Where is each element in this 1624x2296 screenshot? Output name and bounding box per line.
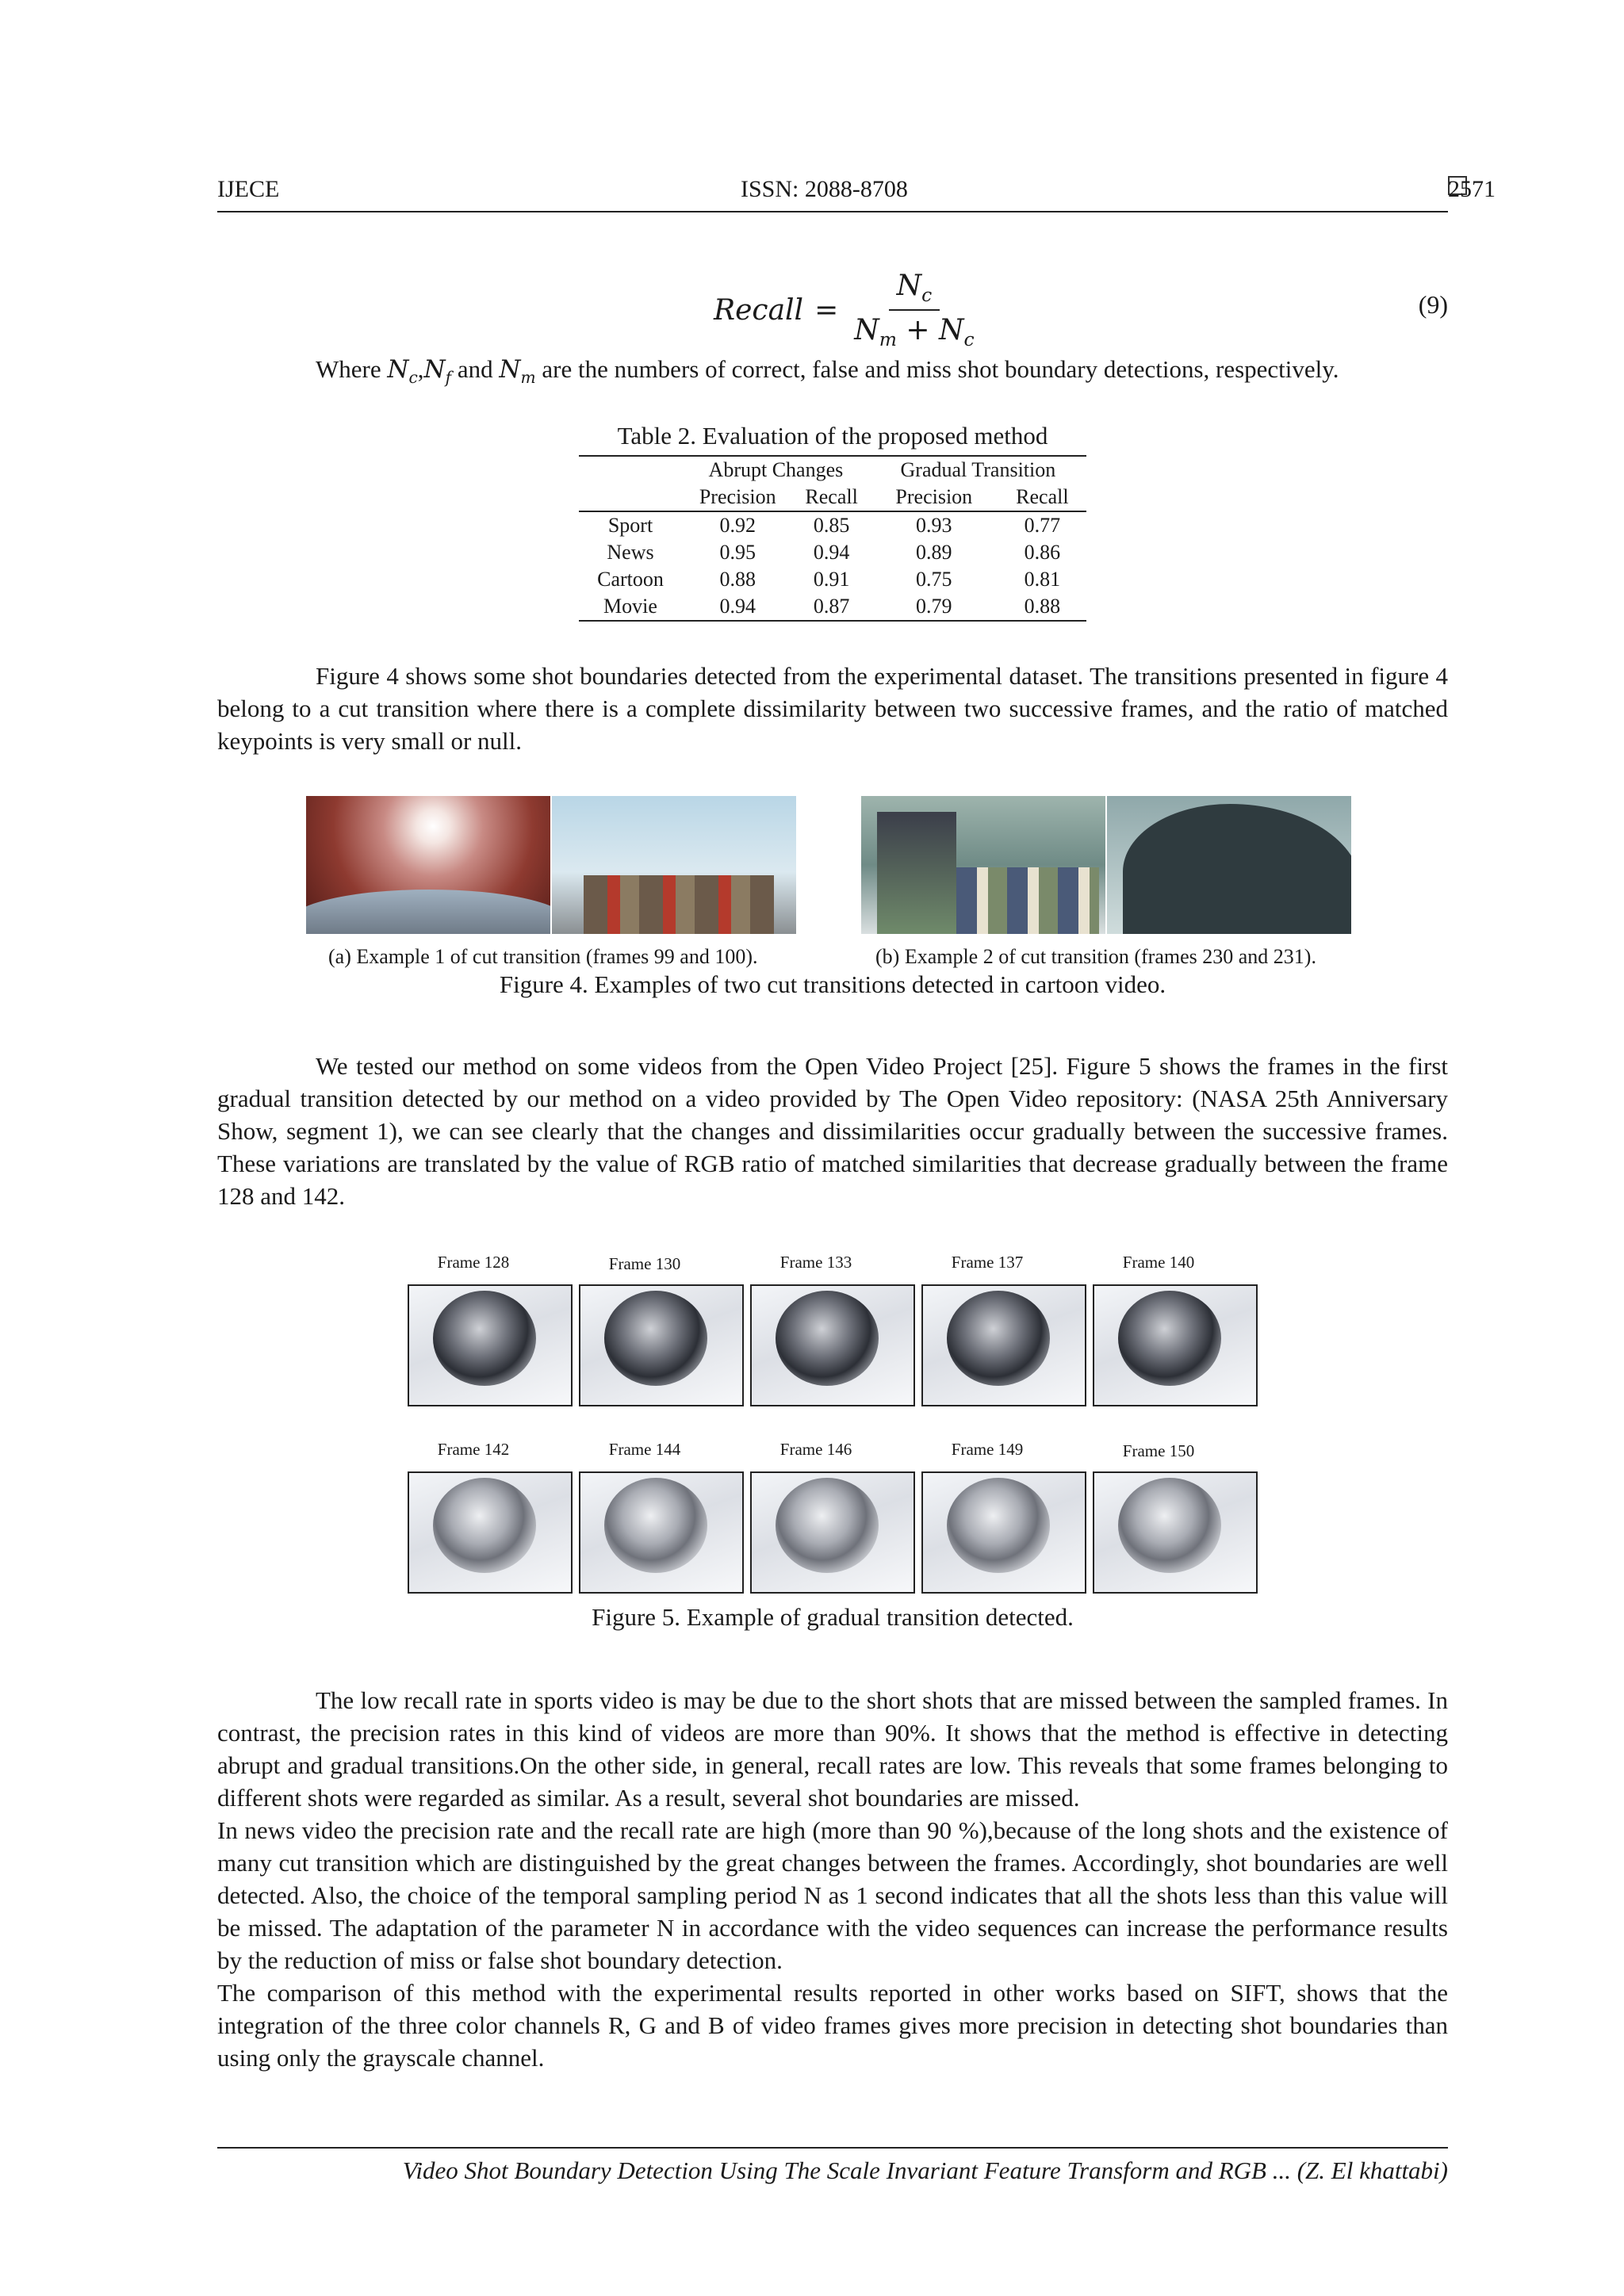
frame-label: Frame 128 <box>437 1253 510 1272</box>
figure4-caption: Figure 4. Examples of two cut transitions detected in cartoon video. <box>499 970 1166 998</box>
frame-230-image <box>861 796 1105 934</box>
frame-130-image <box>579 1284 744 1406</box>
frame-label: Frame 149 <box>951 1440 1024 1459</box>
paragraph-figure5-intro: We tested our method on some videos from the Open Video Project [25]. Figure 5 shows the frames in the first gradual transition detected by our method on a video provided by The Open Video repository: (NASA 25th Anniversary Show, segment 1), we can see clearly that the changes and dissimilarities occur gradually between the successive frames. These variations are translated by the value of RGB ratio of matched similarities that decrease gradually between the frame 128 and 142. <box>217 1052 1448 1210</box>
column-header: Precision <box>699 485 776 508</box>
frame-231-image <box>1107 796 1351 934</box>
frame-128-image <box>408 1284 573 1406</box>
frame-140-image <box>1093 1284 1258 1406</box>
paragraph-figure4-intro: Figure 4 shows some shot boundaries detected from the experimental dataset. The transitions presented in figure 4 belong to a cut transition where there is a complete dissimilarity between two successive frames, and the ratio of matched keypoints is very small or null. <box>217 662 1448 755</box>
frame-149-image <box>921 1471 1086 1594</box>
equation-fraction <box>854 270 974 350</box>
evaluation-table <box>579 455 1086 622</box>
frame-label: Frame 140 <box>1122 1253 1195 1272</box>
paragraph-news-discussion: In news video the precision rate and the recall rate are high (more than 90 %),because of the long shots and the existence of many cut transition which are distinguished by the great changes between the frames. Accordingly, shot boundaries are well detected. Also, the choice of the temporal sampling period N as 1 second indicates that all the shots less than this value will be missed. The adaptation of the parameter N in accordance with the video sequences can increase the performance results by the reduction of miss or false shot boundary detection. <box>217 1816 1448 1974</box>
frame-label: Frame 142 <box>437 1440 510 1459</box>
frame-133-image <box>750 1284 915 1406</box>
table-row: Sport 0.92 0.85 0.93 0.77 <box>607 514 1061 537</box>
frame-label: Frame 130 <box>608 1254 681 1273</box>
frame-label: Frame 144 <box>608 1440 681 1459</box>
frame-label: Frame 150 <box>1122 1441 1195 1460</box>
where-sentence: Where $N_c,N_f$ and $N_m$ are the numbers of correct, false and miss shot boundary detections, respectively. <box>316 355 1339 388</box>
frame-146-image <box>750 1471 915 1594</box>
equation-denominator: $N_m + N_c$ <box>854 314 975 351</box>
page-footer: Video Shot Boundary Detection Using The Scale Invariant Feature Transform and RGB ... (Z. El khattabi) <box>402 2156 1448 2184</box>
paragraph-results-block <box>217 1684 1448 2074</box>
issn: ISSN: 2088-8708 <box>741 176 908 202</box>
paragraph-sports-discussion: The low recall rate in sports video is may be due to the short shots that are missed between the sampled frames. In contrast, the precision rates in this kind of videos are more than 90%. It shows that the method is effective in detecting abrupt and gradual transitions.On the other side, in general, recall rates are low. This reveals that some frames belonging to different shots were regarded as similar. As a result, several shot boundaries are missed. <box>217 1686 1448 1812</box>
figure5-caption: Figure 5. Example of gradual transition detected. <box>592 1603 1074 1631</box>
page-number: 2571 <box>1448 176 1496 202</box>
table-row: Cartoon 0.88 0.91 0.75 0.81 <box>597 568 1061 591</box>
figure4a-caption: (a) Example 1 of cut transition (frames 99 and 100). <box>328 945 758 968</box>
column-header: Recall <box>1016 485 1069 508</box>
footer-rule <box>217 2147 1448 2149</box>
recall-equation <box>714 270 975 350</box>
equation-equals: = <box>814 293 839 327</box>
column-header: Precision <box>895 485 973 508</box>
equation-number: (9) <box>1418 290 1448 319</box>
frame-150-image <box>1093 1471 1258 1594</box>
table-row: Movie 0.94 0.87 0.79 0.88 <box>603 595 1061 618</box>
table-caption: Table 2. Evaluation of the proposed method <box>617 422 1048 450</box>
figure4b-caption: (b) Example 2 of cut transition (frames 230 and 231). <box>875 945 1316 968</box>
frame-144-image <box>579 1471 744 1594</box>
equation-numerator: $N_c$ <box>889 270 940 311</box>
equation-lhs: Recall <box>714 293 804 327</box>
group-header: Abrupt Changes <box>708 458 844 481</box>
group-header: Gradual Transition <box>900 458 1056 481</box>
frame-label: Frame 146 <box>779 1440 852 1459</box>
table-row: News 0.95 0.94 0.89 0.86 <box>607 541 1061 564</box>
frame-99-image <box>306 796 550 934</box>
frame-142-image <box>408 1471 573 1594</box>
frame-100-image <box>552 796 796 934</box>
journal-name: IJECE <box>217 176 280 202</box>
frame-label: Frame 137 <box>951 1253 1024 1272</box>
column-header: Recall <box>805 485 858 508</box>
page-header <box>217 176 1496 212</box>
frame-137-image <box>921 1284 1086 1406</box>
frame-label: Frame 133 <box>779 1253 852 1272</box>
paragraph-comparison: The comparison of this method with the experimental results reported in other works based on SIFT, shows that the integration of the three color channels R, G and B of video frames gives more precision in detecting shot boundaries than using only the grayscale channel. <box>217 1979 1448 2072</box>
